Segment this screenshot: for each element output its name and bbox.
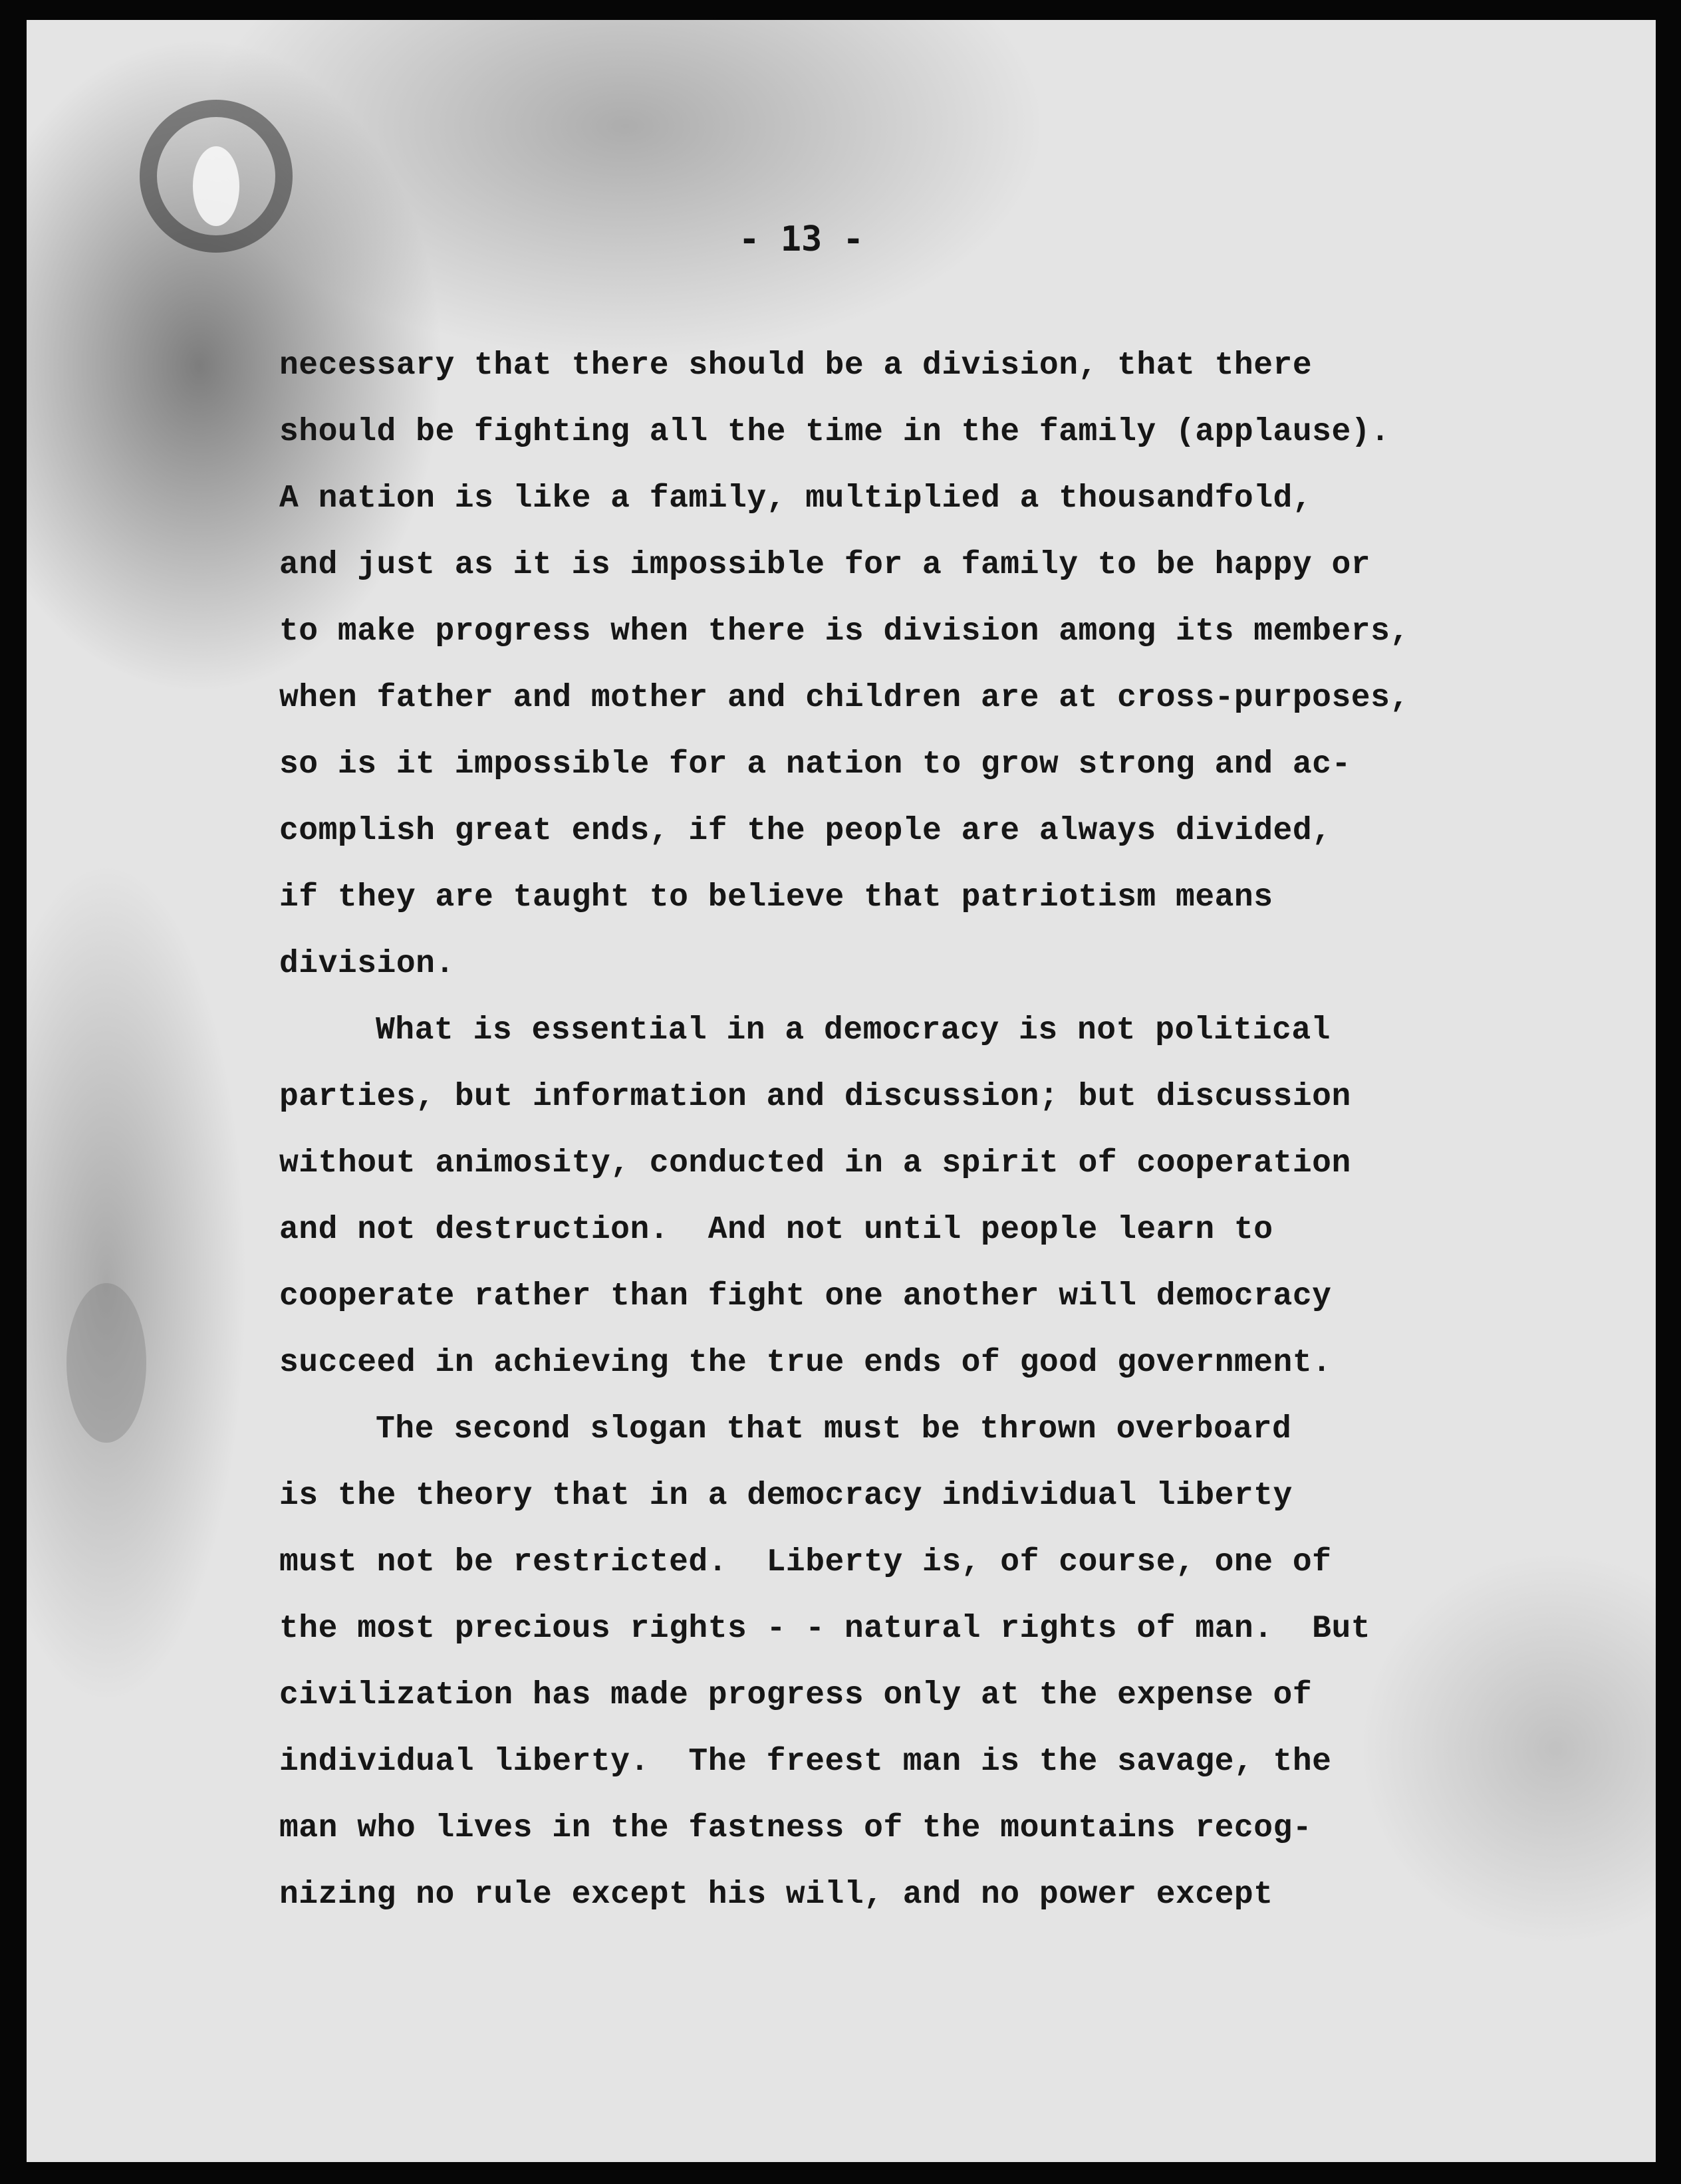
text-line: necessary that there should be a division, that there	[279, 348, 1313, 384]
text-line: so is it impossible for a nation to grow strong and ac-	[279, 747, 1351, 783]
body-text	[279, 332, 1516, 1928]
text-line: cooperate rather than fight one another will democracy	[279, 1278, 1332, 1314]
text-line: when father and mother and children are at cross-purposes,	[279, 680, 1410, 716]
page-number: - 13 -	[739, 219, 864, 259]
text-line: A nation is like a family, multiplied a thousandfold,	[279, 481, 1313, 517]
text-line: if they are taught to believe that patriotism means	[279, 880, 1273, 915]
text-line: succeed in achieving the true ends of good government.	[279, 1345, 1332, 1381]
text-line: complish great ends, if the people are always divided,	[279, 813, 1332, 849]
text-line: civilization has made progress only at the expense of	[279, 1677, 1313, 1713]
text-line: individual liberty. The freest man is the savage, the	[279, 1744, 1332, 1780]
text-line: division.	[279, 946, 455, 982]
stain-highlight	[193, 146, 239, 226]
typewritten-page	[27, 20, 1656, 2162]
text-line: is the theory that in a democracy individual liberty	[279, 1478, 1293, 1514]
text-line: nizing no rule except his will, and no power except	[279, 1877, 1273, 1913]
stain-smudge	[66, 1283, 146, 1443]
text-line: the most precious rights - - natural rights of man. But	[279, 1611, 1371, 1647]
text-line: and not destruction. And not until people learn to	[279, 1212, 1273, 1248]
text-line: to make progress when there is division among its members,	[279, 614, 1410, 650]
text-line: and just as it is impossible for a family to be happy or	[279, 547, 1371, 583]
text-line: should be fighting all the time in the family (applause).	[279, 414, 1390, 450]
text-line-indented: The second slogan that must be thrown overboard	[376, 1411, 1292, 1447]
text-line: man who lives in the fastness of the mountains recog-	[279, 1810, 1313, 1846]
text-line: must not be restricted. Liberty is, of course, one of	[279, 1544, 1332, 1580]
text-line-indented: What is essential in a democracy is not political	[376, 1013, 1331, 1048]
text-line: parties, but information and discussion; but discussion	[279, 1079, 1351, 1115]
text-line: without animosity, conducted in a spirit of cooperation	[279, 1146, 1351, 1181]
